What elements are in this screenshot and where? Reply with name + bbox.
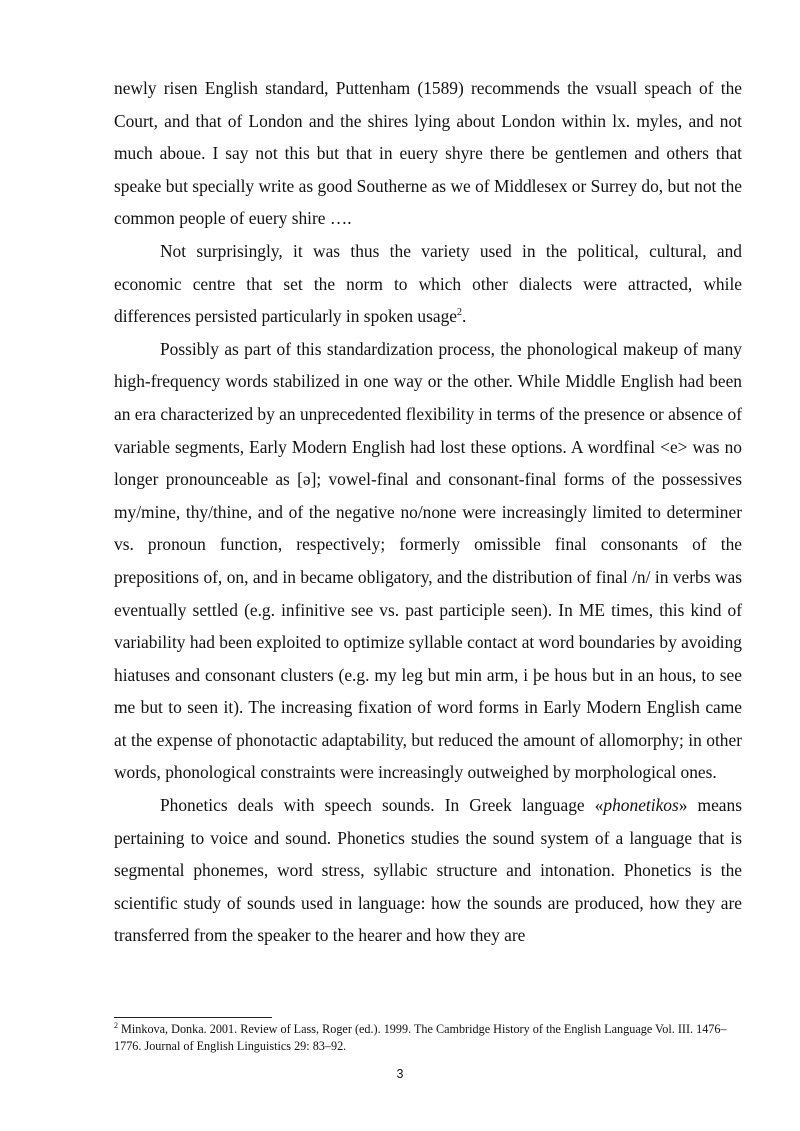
paragraph-variety-norm-text: Not surprisingly, it was thus the variety used in the political, cultural, and economic centre that set the norm to which other dialects were attracted, while differences persisted particularly in spoken usage — [114, 240, 742, 327]
sentence-end: . — [462, 306, 467, 327]
paragraph-phonetics-rest: » means pertaining to voice and sound. Phonetics studies the sound system of a language that is segmental phonemes, word stress, syllabic structure and intonation. Phonetics is the scientific study of sounds used in language: how the sounds are produced, how they are transferred from the speaker to the hearer and how they are — [114, 795, 742, 946]
footnote-marker: 2 — [114, 1020, 118, 1030]
footnote-text: Minkova, Donka. 2001. Review of Lass, Roger (ed.). 1999. The Cambridge History of the English Language Vol. III. 1476–1776. Journal of English Linguistics 29: 83–92. — [114, 1022, 727, 1053]
paragraph-puttenham-quote: newly risen English standard, Puttenham (1589) recommends the vsuall speach of the Court, and that of London and the shires lying about London within lx. myles, and not much aboue. I say not this but that in euery shyre there be gentlemen and others that speake but specially write as good Southerne as we of Middlesex or Surrey do, but not the common people of euery shire …. — [114, 78, 742, 229]
footnote-separator — [114, 1017, 272, 1018]
paragraph-standardization: Possibly as part of this standardization process, the phonological makeup of many high-frequency words stabilized in one way or the other. While Middle English had been an era characterized by an unprecedented flexibility in terms of the presence or absence of variable segments, Early Modern English had lost these options. A wordfinal <e> was no longer pronounceable as [ə]; vowel-final and consonant-final forms of the possessives my/mine, thy/thine, and of the negative no/none were increasingly limited to determiner vs. pronoun function, respectively; formerly omissible final consonants of the prepositions of, on, and in became obligatory, and the distribution of final /n/ in verbs was eventually settled (e.g. infinitive see vs. past participle seen). In ME times, this kind of variability had been exploited to optimize syllable contact at word boundaries by avoiding hiatuses and consonant clusters (e.g. my leg but min arm, i þe hous but in an hous, to see me but to seen it). The increasing fixation of word forms in Early Modern English came at the expense of phonotactic adaptability, but reduced the amount of allomorphy; in other words, phonological constraints were increasingly outweighed by morphological ones. — [114, 338, 742, 783]
paragraph-variety-norm — [114, 235, 742, 333]
body-text — [114, 72, 742, 952]
footnote-reference[interactable]: 2 — [457, 307, 463, 319]
term-phonetikos: phonetikos — [603, 795, 679, 816]
footnote — [114, 1021, 744, 1055]
paragraph-phonetics — [114, 789, 742, 952]
page-number: 3 — [396, 1067, 404, 1081]
paragraph-phonetics-start: Phonetics deals with speech sounds. In Greek language « — [160, 795, 604, 816]
